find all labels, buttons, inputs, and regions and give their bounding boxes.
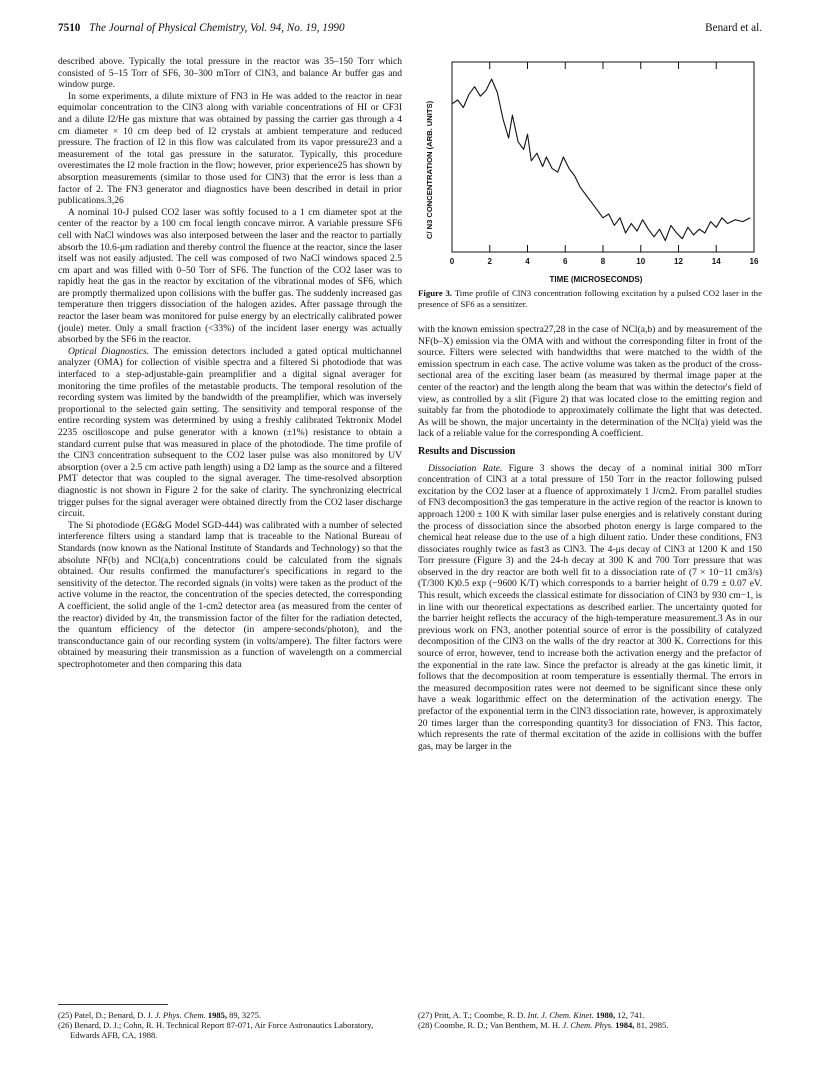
line-chart [418, 52, 762, 288]
running-header [58, 22, 762, 38]
x-tick-label: 6 [563, 257, 568, 266]
running-author: Benard et al. [705, 22, 762, 34]
footnote-year: 1984, [613, 1020, 635, 1031]
footnote-25 [58, 1010, 402, 1020]
concentration-trace [452, 79, 750, 241]
paragraph [418, 463, 762, 753]
paragraph [58, 346, 402, 520]
y-axis-label: C/ N3 CONCENTRATION (ARB. UNITS) [425, 100, 434, 240]
footnote-28 [418, 1020, 762, 1030]
footnote-year: 1980, [593, 1010, 616, 1020]
x-axis-label: TIME (MICROSECONDS) [549, 275, 643, 284]
footnote-rule [58, 1004, 168, 1005]
paragraph-text: The emission detectors included a gated optical multichannel analyzer (OMA) for collection of visible spectra and a filtered Si photodiode that was interfaced to a step-adjustable-gain preamplifier and a digital signal averager for monitoring the time profiles of the metastable products. The temporal resolution of the recording system was limited by the bandwidth of the preamplifier, which was inversely proportional to the selected gain setting. The sensitivity and temporal response of the entire recording system was determined by using a freshly calibrated Tektronix Model 2235 oscilloscope and pulse generator with a known (±1%) resistance to obtain a standard current pulse that was measured in place of the photodiode. The time profile of the ClN3 concentration subsequent to the CO2 laser pulse was also monitored by UV absorption (over a 2.5 cm active path length) using a D2 lamp as the source and a filtered PMT detector that was coupled to the signal averager. The time-resolved absorption diagnostic is not shown in Figure 2 for the sake of clarity. The synchronizing electrical trigger pulses for the signal averager were obtained directly from the CO2 laser discharge circuit. [58, 345, 402, 520]
chart-series [452, 79, 750, 241]
page-number: 7510 [58, 22, 81, 34]
x-tick-label: 2 [487, 257, 492, 266]
paragraph: A nominal 10-J pulsed CO2 laser was softly focused to a 1 cm diameter spot at the center of the reactor by a 100 cm focal length concave mirror. A variable pressure SF6 cell with NaCl windows was also interposed between the laser and the reactor to partially absorb the 10.6-μm radiation and thereby control the fluence at the reactor, since the laser itself was not easily adjusted. The cell was composed of two NaCl windows spaced 2.5 cm apart and was filled with 0–50 Torr of SF6. The function of the CO2 laser was to rapidly heat the gas in the reactor by excitation of the vibrational modes of SF6, which are promptly thermalized upon collisions with the buffer gas. The suddenly increased gas temperature then triggers dissociation of the halogen azides. After passage through the reactor the laser beam was monitored for pulse energy by an electrically calibrated power (joule) meter. Only a small fraction (<33%) of the incident laser energy was actually absorbed by the SF6 in the reactor. [58, 206, 402, 346]
figure-caption [418, 288, 762, 309]
x-tick-label: 8 [600, 257, 606, 266]
footnote-journal: Int. J. Chem. Kinet. [527, 1010, 594, 1020]
x-tick-label: 12 [674, 257, 683, 266]
right-column [418, 324, 762, 752]
footnote-authors: (28) Coombe, R. D.; Van Benthem, M. H. [418, 1020, 563, 1031]
section-runin-heading: Dissociation Rate. [428, 462, 503, 474]
paragraph: The Si photodiode (EG&G Model SGD-444) was calibrated with a number of selected interference filters using a standard lamp that is traceable to the National Bureau of Standards (now known as the National Institute of Standards and Technology) so that the absolute NF(b) and NCl(a,b) concentrations could be calculated from the signals obtained. Our results confirmed the manufacturer's specifications in regard to the sensitivity of the detector. The recorded signals (in volts) were taken as the product of the active volume in the reactor, the concentration of the species detected, the corresponding A coefficient, the solid angle of the 1-cm2 detector area (as measured from the center of the reactor) divided by 4π, the transmission factor of the filter for the radiation detected, the quantum efficiency of the detector (in ampere·seconds/photon), and the transconductance gain of our recording system (in volts/ampere). The filter factors were obtained by measuring their transmission as a function of wavelength on a commercial spectrophotometer and then comparing this data [58, 519, 402, 670]
footnote-pages: 12, 741. [615, 1010, 645, 1020]
plot-frame [452, 62, 754, 252]
chart-ticks [450, 62, 759, 266]
x-tick-label: 10 [636, 257, 646, 266]
footnotes-left [58, 1010, 402, 1041]
paragraph: In some experiments, a dilute mixture of FN3 in He was added to the reactor in near equimolar concentration to the ClN3 along with variable concentrations of HI or CF3I and a dilute I2/He gas mixture that was obtained by passing the carrier gas through a 4 cm diameter × 10 cm deep bed of I2 crystals at ambient temperature and reduced pressure. The fraction of I2 in this flow was calculated from its vapor pressure23 and a measurement of the total gas pressure in the saturator. Typically, this procedure overestimates the I2 mole fraction in the flow; however, prior experience25 has shown by absorption measurements (similar to those used for ClN3) that the error is less than a factor of 2. The FN3 generator and diagnostics have been described in detail in prior publications.3,26 [58, 90, 402, 207]
paragraph: described above. Typically the total pressure in the reactor was 35–150 Torr which consisted of 5–15 Torr of SF6, 30–300 mTorr of ClN3, and balance Ar buffer gas and window purge. [58, 56, 402, 91]
footnote-journal: J. Phys. Chem. [155, 1010, 206, 1020]
x-tick-label: 4 [525, 257, 530, 266]
section-runin-heading: Optical Diagnostics. [68, 345, 150, 357]
footnote-27 [418, 1010, 762, 1020]
footnote-26: (26) Benard, D. J.; Cohn, R. H. Technical Report 87-071, Air Force Astronautics Laboratory, Edwards AFB, CA, 1988. [58, 1020, 374, 1041]
footnotes-right [418, 1010, 762, 1030]
x-tick-label: 0 [449, 257, 455, 266]
footnote-authors: (27) Pritt, A. T.; Coombe, R. D. [418, 1010, 528, 1020]
journal-citation: The Journal of Physical Chemistry, Vol. 94, No. 19, 1990 [89, 22, 345, 34]
footnote-authors: (25) Patel, D.; Benard, D. J. [58, 1010, 156, 1020]
footnote-year: 1985, [205, 1010, 228, 1020]
left-column [58, 56, 402, 670]
paragraph: with the known emission spectra27,28 in the case of NCl(a,b) and by measurement of the NF(b–X) emission via the OMA with and without the corresponding filter in front of the source. Filters were selected with bandwidths that were matched to the width of the emission spectrum in each case. The active volume was taken as the product of the cross-sectional area of the exciting laser beam (as measured by thermal image paper at the center of the reactor) and the length along the beam that was within the detector's field of view, as controlled by a slit (Figure 2) that was located close to the emitting region and suitably far from the photodiode to approximately collimate the light that was detected. As will be shown, the major uncertainty in the determination of the NCl(a) yield was the lack of a reliable value for the corresponding A coefficient. [418, 324, 762, 440]
figure-caption-text: Time profile of ClN3 concentration following excitation by a pulsed CO2 laser in the presence of SF6 as a sensitizer. [418, 288, 762, 309]
paragraph-text: Figure 3 shows the decay of a nominal initial 300 mTorr concentration of ClN3 at a total pressure of 150 Torr in the reactor following pulsed excitation by the CO2 laser at a fluence of approximately 1 J/cm2. From parallel studies of FN3 decomposition3 the gas temperature in the active region of the reactor is known to approach 1200 ± 100 K with similar laser pulse energies and is relatively constant during the process of dissociation since the absorbed photon energy is large compared to the chemical heat release due to the use of a high diluent ratio. Under these conditions, FN3 dissociates roughly twice as fast3 as ClN3. The 4-μs decay of ClN3 at 1200 K and 150 Torr pressure (Figure 3) and the 24-h decay at 300 K and 700 Torr pressure that was observed in the dry reactor are both well fit to a dissociation rate of (7 × 10−11 cm3/s)(T/300 K)0.5 exp (−9600 K/T) which corresponds to a barrier height of 0.79 ± 0.07 eV. This result, which exceeds the classical estimate for dissociation of ClN3 by 930 cm−1, is in line with our theoretical expectations as described earlier. The uncertainty quoted for the barrier height reflects the accuracy of the high-temperature measurement.3 As in our previous work on FN3, another potential source of error is the possibility of catalyzed decomposition of the ClN3 on the walls of the dry reactor at 300 K. Corrections for this source of error, however, tend to increase both the activation energy and the prefactor of the exponential in the rate law. Since the prefactor is already at the gas kinetic limit, it follows that the decomposition at room temperature is essentially thermal. The errors in the measured decomposition rates were not deemed to be significant since these only have a weak logarithmic effect on the determination of the activation energy. The prefactor of the exponential term in the ClN3 dissociation rate, however, is approximately 20 times larger than the corresponding quantity3 for dissociation of FN3. This factor, which represents the rate of thermal excitation of the azide in collisions with the buffer gas, may be larger in the [418, 462, 762, 752]
chart-axes [452, 62, 754, 252]
x-tick-label: 16 [749, 257, 759, 266]
figure-3 [418, 52, 762, 320]
x-tick-label: 14 [711, 257, 721, 266]
figure-caption-label: Figure 3. [418, 288, 453, 298]
footnote-journal: J. Chem. Phys. [562, 1020, 614, 1031]
footnote-pages: 81, 2985. [634, 1020, 669, 1031]
section-heading: Results and Discussion [418, 445, 516, 457]
footnote-pages: 89, 3275. [227, 1010, 262, 1020]
